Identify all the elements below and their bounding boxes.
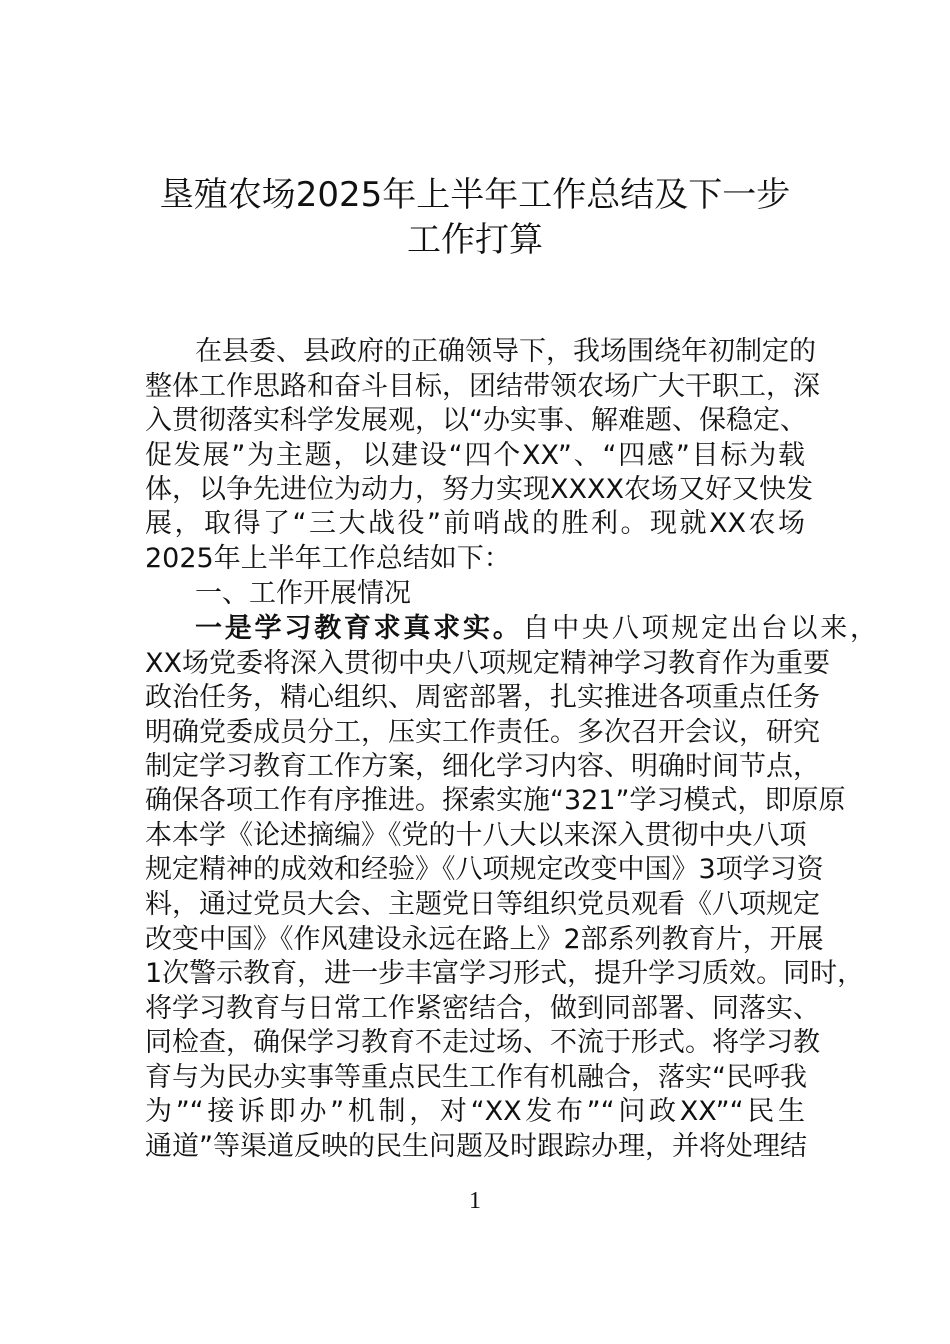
paragraph-line: 将学习教育与日常工作紧密结合，做到同部署、同落实、 bbox=[145, 993, 820, 1024]
paragraph-line: 育与为民办实事等重点民生工作有机融合，落实“民呼我 bbox=[145, 1062, 807, 1093]
document-title-line-1: 垦殖农场2025年上半年工作总结及下一步 bbox=[159, 175, 791, 215]
paragraph-line: 促发展”为主题，以建设“四个XX”、“四感”目标为载 bbox=[145, 440, 805, 471]
paragraph-line: 体，以争先进位为动力，努力实现XXXX农场又好又快发 bbox=[145, 474, 813, 505]
paragraph-line: 1次警示教育，进一步丰富学习形式，提升学习质效。同时， bbox=[145, 958, 865, 989]
paragraph-line: 制定学习教育工作方案，细化学习内容、明确时间节点， bbox=[145, 751, 820, 782]
paragraph-line: 确保各项工作有序推进。探索实施“321”学习模式，即原原 bbox=[145, 785, 846, 816]
paragraph-line: 改变中国》《作风建设永远在路上》2部系列教育片，开展 bbox=[145, 924, 824, 955]
paragraph-line: 同检查，确保学习教育不走过场、不流于形式。将学习教 bbox=[145, 1027, 820, 1058]
page-number: 1 bbox=[469, 1188, 481, 1214]
bold-lead: 一是学习教育求真求实。 bbox=[195, 613, 523, 644]
document-title-line-2: 工作打算 bbox=[407, 220, 543, 260]
paragraph-text: 自中央八项规定出台以来， bbox=[522, 613, 877, 644]
paragraph-line: 料，通过党员大会、主题党日等组织党员观看《八项规定 bbox=[145, 889, 820, 920]
paragraph-line: 为”“接诉即办”机制，对“XX发布”“问政XX”“民生 bbox=[145, 1096, 805, 1127]
paragraph-line: 本本学《论述摘编》《党的十八大以来深入贯彻中央八项 bbox=[145, 820, 807, 851]
paragraph-line: 明确党委成员分工，压实工作责任。多次召开会议，研究 bbox=[145, 717, 820, 748]
paragraph-line: 规定精神的成效和经验》《八项规定改变中国》3项学习资 bbox=[145, 854, 824, 885]
paragraph-line: 通道”等渠道反映的民生问题及时跟踪办理，并将处理结 bbox=[145, 1131, 807, 1162]
section-heading: 一、工作开展情况 bbox=[195, 578, 411, 609]
paragraph-line: 在县委、县政府的正确领导下，我场围绕年初制定的 bbox=[195, 336, 816, 367]
paragraph-line: 2025年上半年工作总结如下： bbox=[145, 543, 511, 574]
paragraph-line bbox=[195, 612, 877, 646]
paragraph-line: 入贯彻落实科学发展观，以“办实事、解难题、保稳定、 bbox=[145, 405, 807, 436]
paragraph-line: 政治任务，精心组织、周密部署，扎实推进各项重点任务 bbox=[145, 682, 820, 713]
paragraph-line: 整体工作思路和奋斗目标，团结带领农场广大干职工，深 bbox=[145, 371, 820, 402]
paragraph-line: 展，取得了“三大战役”前哨战的胜利。现就XX农场 bbox=[145, 508, 805, 539]
paragraph-line: XX场党委将深入贯彻中央八项规定精神学习教育作为重要 bbox=[145, 648, 830, 679]
